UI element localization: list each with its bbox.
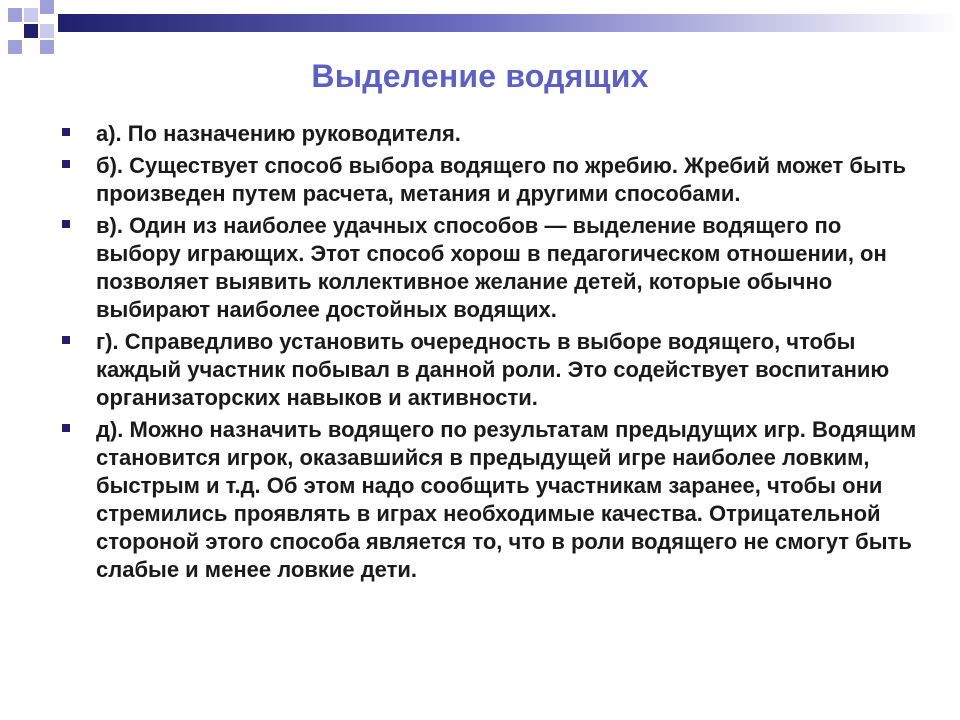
bullet-item	[60, 416, 920, 584]
deco-square	[40, 0, 54, 14]
bullet-square-icon	[62, 424, 70, 432]
bullet-item	[60, 152, 920, 208]
deco-square	[24, 8, 38, 22]
bullet-list	[60, 120, 920, 588]
bullet-square-icon	[62, 336, 70, 344]
bullet-text: б). Существует способ выбора водящего по жребию. Жребий может быть произведен путем расчета, метания и другими способами.	[96, 153, 907, 206]
bullet-text: а). По назначению руководителя.	[96, 121, 461, 146]
bullet-text: д). Можно назначить водящего по результатам предыдущих игр. Водящим становится игрок, оказавшийся в предыдущей игре наиболее ловким, быстрым и т.д. Об этом надо сообщить участникам заранее, чтобы они стремились проявлять в играх необходимые качества. Отрицательной стороной этого способа является то, что в роли водящего не смогут быть слабые и менее ловкие дети.	[96, 417, 917, 582]
deco-square	[8, 8, 22, 22]
bullet-text: г). Справедливо установить очередность в выборе водящего, чтобы каждый участник побывал в данной роли. Это содействует воспитанию организаторских навыков и активности.	[96, 329, 890, 410]
bullet-square-icon	[62, 220, 70, 228]
bullet-square-icon	[62, 128, 70, 136]
deco-square	[8, 40, 22, 54]
deco-square	[40, 40, 54, 54]
slide-title: Выделение водящих	[311, 58, 649, 94]
deco-square	[24, 24, 38, 38]
header-gradient-bar	[58, 14, 960, 32]
deco-square	[40, 24, 54, 38]
bullet-item	[60, 328, 920, 412]
bullet-square-icon	[62, 160, 70, 168]
bullet-text: в). Один из наиболее удачных способов — выделение водящего по выбору играющих. Этот способ хорош в педагогическом отношении, он позволяет выявить коллективное желание детей, которые обычно выбирают наиболее достойных водящих.	[96, 213, 887, 322]
bullet-item	[60, 120, 920, 148]
bullet-item	[60, 212, 920, 324]
